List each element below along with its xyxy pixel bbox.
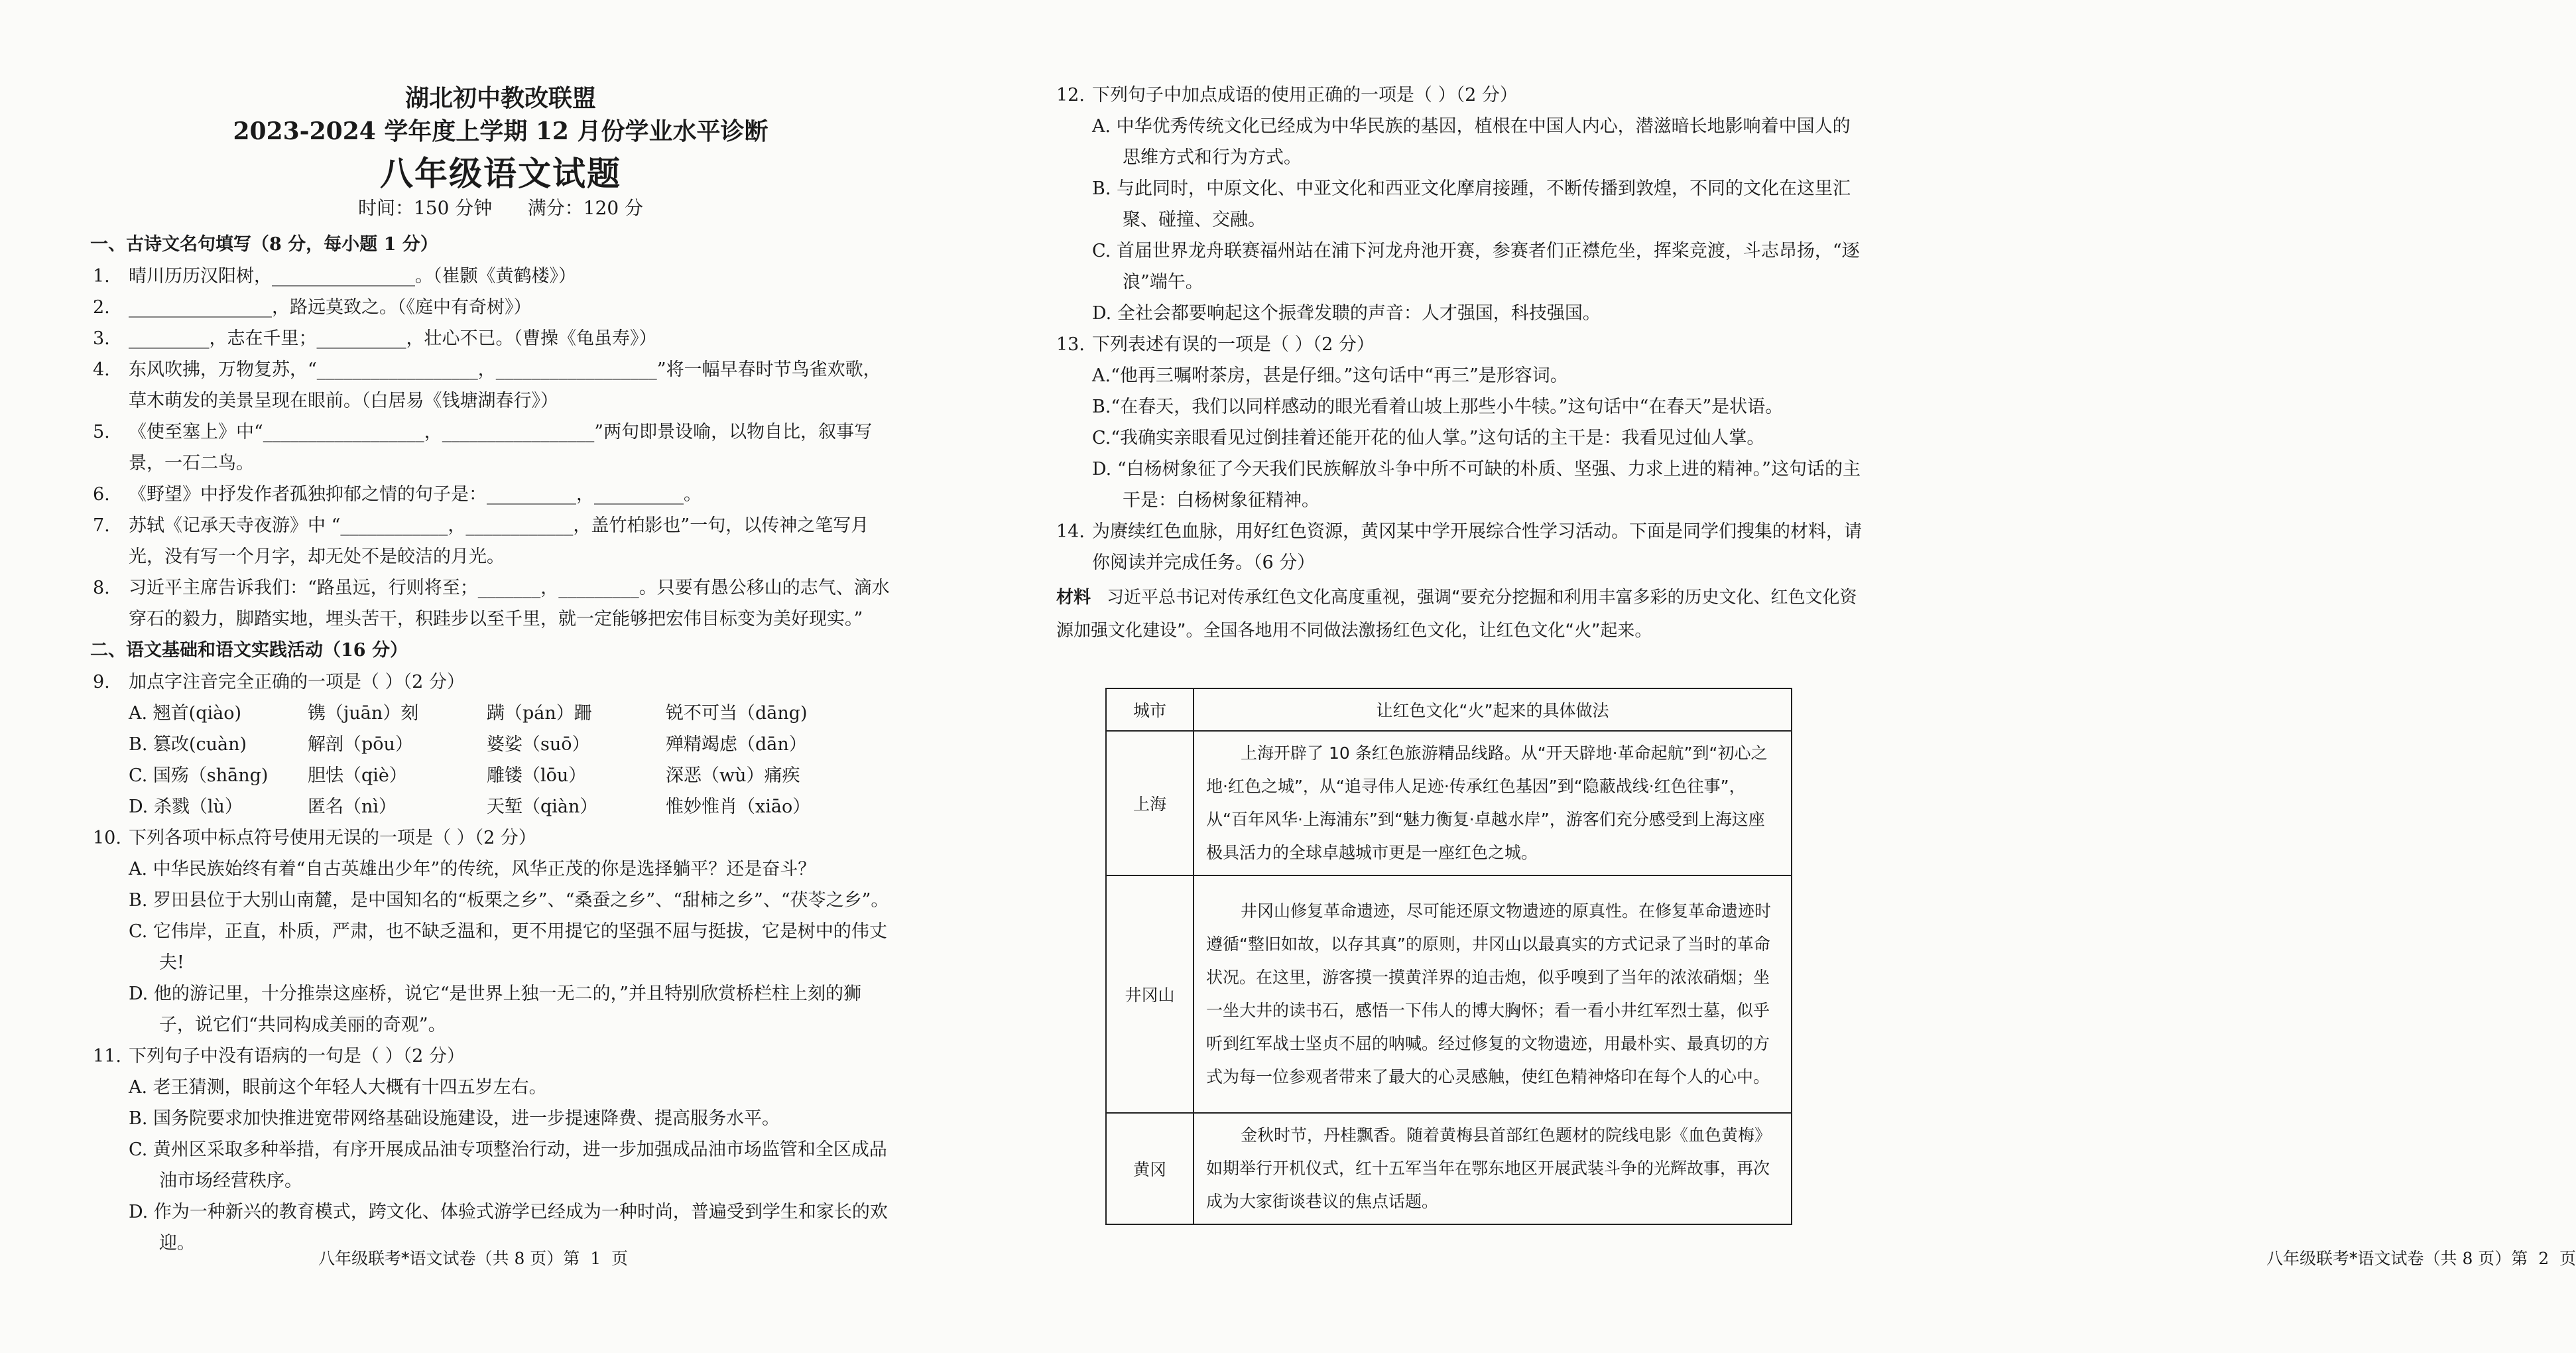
table-cell-text: 上海开辟了 10 条红色旅游精品线路。从“开天辟地·革命起航”到“初心之地·红色之城”，从“追寻伟人足迹·传承红色基因”到“隐蔽战线·红色往事”，从“百年风华·上海浦东”到“魅力衡复·卓越水岸”，游客们充分感受到上海这座极具活力的全球卓越城市更是一座红色之城。 — [1194, 731, 1792, 875]
question-11 — [93, 1041, 892, 1072]
question-number: 7. — [93, 515, 110, 536]
question-number: 10. — [93, 828, 121, 848]
option-text: D. 作为一种新兴的教育模式，跨文化、体验式游学已经成为一种时尚，普遍受到学生和家长的欢迎。 — [129, 1202, 888, 1254]
option-text: C. 黄州区采取多种举措，有序开展成品油专项整治行动，进一步加强成品油市场监管和全区成品油市场经营秩序。 — [129, 1139, 887, 1191]
material-text: 习近平总书记对传承红色文化高度重视，强调“要充分挖掘和利用丰富多彩的历史文化、红色文化资源加强文化建设”。全国各地用不同做法激扬红色文化，让红色文化“火”起来。 — [1056, 588, 1857, 641]
option-text: A. 中华民族始终有着“自古英雄出少年”的传统，风华正茂的你是选择躺平？还是奋斗？ — [129, 859, 816, 879]
exam-timing: 时间：150 分钟 满分：120 分 — [357, 197, 644, 219]
section-heading: 一、古诗文名句填写（8 分，每小题 1 分） — [90, 234, 438, 255]
option — [93, 916, 892, 978]
option-text: B.“在春天，我们以同样感动的眼光看着山坡上那些小牛犊。”这句话中“在春天”是状语。 — [1092, 397, 1784, 417]
table-cell-city: 井冈山 — [1106, 875, 1194, 1113]
option-text: C. 它伟岸，正直，朴质，严肃，也不缺乏温和，更不用提它的坚强不屈与挺拔，它是树中的伟丈夫! — [129, 921, 887, 973]
section-heading: 二、语文基础和语文实践活动（16 分） — [90, 640, 408, 661]
option-cell: 殚精竭虑（dān） — [666, 734, 807, 755]
option — [93, 885, 892, 916]
question — [93, 354, 892, 417]
option — [93, 978, 892, 1041]
question — [93, 572, 892, 635]
option-text: C. 首届世界龙舟联赛福州站在浦下河龙舟池开赛，参赛者们正襟危坐，挥桨竞渡，斗志昂扬，“逐浪”端午。 — [1092, 241, 1860, 292]
option-cell: 胆怯（qiè） — [308, 765, 407, 786]
question-number: 8. — [93, 578, 110, 598]
table-row — [1106, 731, 1792, 875]
option-row — [93, 729, 892, 760]
page-footer: 八年级联考*语文试卷（共 8 页）第 1 页 — [318, 1249, 628, 1268]
option-cell: 解剖（pōu） — [308, 734, 413, 755]
question-stem: 下列句子中加点成语的使用正确的一项是（ ）（2 分） — [1092, 85, 1518, 105]
question-number: 4. — [93, 359, 110, 380]
question-stem: 下列各项中标点符号使用无误的一项是（ ）（2 分） — [129, 828, 536, 848]
question-number: 2. — [93, 297, 110, 318]
option-cell: 锐不可当（dāng) — [666, 703, 808, 724]
option-cell: 雕镂（lōu） — [487, 765, 587, 786]
question-stem: 加点字注音完全正确的一项是（ ）（2 分） — [129, 672, 465, 692]
option-text: A. 老王猜测，眼前这个年轻人大概有十四五岁左右。 — [129, 1077, 547, 1098]
material-paragraph — [1056, 581, 1862, 647]
option — [1056, 360, 1862, 391]
table-cell-text: 金秋时节，丹桂飘香。随着黄梅县首部红色题材的院线电影《血色黄梅》如期举行开机仪式，红十五军当年在鄂东地区开展武装斗争的光辉故事，再次成为大家街谈巷议的焦点话题。 — [1194, 1113, 1792, 1224]
option-row — [93, 791, 892, 822]
page-footer: 八年级联考*语文试卷（共 8 页）第 2 页 — [2266, 1249, 2576, 1268]
option — [1056, 173, 1862, 235]
option-cell: 匿名（nì） — [308, 797, 397, 817]
option-cell: A. 翘首(qiào) — [129, 703, 242, 724]
option-text: B. 国务院要求加快推进宽带网络基础设施建设，进一步提速降费、提高服务水平。 — [129, 1108, 780, 1129]
question-13 — [1056, 329, 1862, 360]
exam-title: 八年级语文试题 — [380, 154, 621, 193]
question-number: 9. — [93, 672, 110, 692]
option-cell: 蹒（pán）跚 — [487, 703, 592, 724]
table-cell-text: 井冈山修复革命遗迹，尽可能还原文物遗迹的原真性。在修复革命遗迹时遵循“整旧如故，以存其真”的原则，井冈山以最真实的方式记录了当时的革命状况。在这里，游客摸一摸黄洋界的迫击炮，似乎嗅到了当年的浓浓硝烟；坐一坐大井的读书石，感悟一下伟人的博大胸怀；看一看小井红军烈士墓，似乎听到红军战士坚贞不屈的呐喊。经过修复的文物遗迹，用最朴实、最真切的方式为每一位参观者带来了最大的心灵感触，使红色精神烙印在每个人的心中。 — [1194, 875, 1792, 1113]
option — [93, 854, 892, 885]
question-number: 14. — [1056, 521, 1085, 542]
question-number: 13. — [1056, 334, 1085, 355]
question-number: 11. — [93, 1046, 121, 1066]
option-cell: 镌（juān）刻 — [308, 703, 419, 724]
option — [93, 1103, 892, 1134]
option-cell: C. 国殇（shāng) — [129, 765, 269, 786]
option — [1056, 391, 1862, 422]
material-label: 材料 — [1056, 588, 1091, 608]
option-cell: 天堑（qiàn） — [487, 797, 598, 817]
option — [1056, 235, 1862, 298]
page-2-content — [1056, 80, 1862, 647]
question-number: 3. — [93, 328, 110, 349]
option-text: D. 全社会都要响起这个振聋发聩的声音：人才强国，科技强国。 — [1092, 303, 1601, 324]
option — [1056, 422, 1862, 454]
question-text: 东风吹拂，万物复苏，“__________________，__________________”将一幅早春时节鸟雀欢歌，草木萌发的美景呈现在眼前。（白居易《钱塘湖春行》） — [129, 359, 881, 411]
table-row — [1106, 875, 1792, 1113]
option — [93, 1134, 892, 1196]
option-text: D. “白杨树象征了今天我们民族解放斗争中所不可缺的朴质、坚强、力求上进的精神。”这句话的主干是：白杨树象征精神。 — [1092, 459, 1861, 511]
question-12 — [1056, 80, 1862, 111]
exam-term: 2023-2024 学年度上学期 12 月份学业水平诊断 — [233, 117, 768, 145]
option-text: B. 与此同时，中原文化、中亚文化和西亚文化摩肩接踵，不断传播到敦煌，不同的文化在这里汇聚、碰撞、交融。 — [1092, 178, 1851, 230]
option-cell: D. 杀戮（lù） — [129, 797, 243, 817]
table-cell-city: 上海 — [1106, 731, 1194, 875]
question-14 — [1056, 516, 1862, 578]
question-9 — [93, 667, 892, 698]
question-number: 12. — [1056, 85, 1085, 105]
option — [1056, 454, 1862, 516]
question-stem: 为赓续红色血脉，用好红色资源，黄冈某中学开展综合性学习活动。下面是同学们搜集的材料，请你阅读并完成任务。（6 分） — [1092, 521, 1862, 573]
option-text: A. 中华优秀传统文化已经成为中华民族的基因，植根在中国人内心，潜滋暗长地影响着中国人的思维方式和行为方式。 — [1092, 116, 1851, 168]
exam-organization: 湖北初中教改联盟 — [404, 84, 596, 112]
option-row — [93, 698, 892, 729]
option — [93, 1072, 892, 1103]
option-cell: B. 篡改(cuàn) — [129, 734, 247, 755]
option-cell: 婆娑（suō） — [487, 734, 590, 755]
red-culture-table — [1105, 688, 1792, 1225]
table-cell-city: 黄冈 — [1106, 1113, 1194, 1224]
question — [93, 323, 892, 354]
page-1-content — [90, 229, 892, 1259]
option-cell: 深恶（wù）痛疾 — [666, 765, 800, 786]
table-header-row — [1106, 688, 1792, 731]
question-stem: 下列句子中没有语病的一句是（ ）（2 分） — [129, 1046, 465, 1066]
option-cell: 惟妙惟肖（xiāo） — [666, 797, 811, 817]
question-text: 晴川历历汉阳树，________________。（崔颢《黄鹤楼》） — [129, 266, 576, 287]
question — [93, 510, 892, 572]
question-number: 1. — [93, 266, 110, 287]
table-header-practice: 让红色文化“火”起来的具体做法 — [1194, 688, 1792, 731]
question-text: 习近平主席告诉我们：“路虽远，行则将至；_______，_________。只要有愚公移山的志气、滴水穿石的毅力，脚踏实地，埋头苦干，积跬步以至千里，就一定能够把宏伟目标变为美好现实。” — [129, 578, 890, 629]
question — [93, 417, 892, 479]
option-text: A.“他再三嘱咐茶房，甚是仔细。”这句话中“再三”是形容词。 — [1092, 365, 1568, 386]
question-text: _________，志在千里；__________，壮心不已。（曹操《龟虽寿》） — [129, 328, 657, 349]
question — [93, 261, 892, 292]
question-stem: 下列表述有误的一项是（ ）（2 分） — [1092, 334, 1375, 355]
option-text: B. 罗田县位于大别山南麓，是中国知名的“板栗之乡”、“桑蚕之乡”、“甜柿之乡”、“茯苓之乡”。 — [129, 890, 889, 911]
option-text: C.“我确实亲眼看见过倒挂着还能开花的仙人掌。”这句话的主干是：我看见过仙人掌。 — [1092, 428, 1765, 448]
question — [93, 292, 892, 323]
question-text: 苏轼《记承天寺夜游》中 “____________，____________，盖竹柏影也”一句，以传神之笔写月光，没有写一个月字，却无处不是皎洁的月光。 — [129, 515, 869, 567]
option-row — [93, 760, 892, 791]
table-header-city: 城市 — [1106, 688, 1194, 731]
table-row — [1106, 1113, 1792, 1224]
page-1 — [0, 0, 977, 1353]
option-text: D. 他的游记里，十分推崇这座桥，说它“是世界上独一无二的，”并且特别欣赏桥栏柱上刻的狮子，说它们“共同构成美丽的奇观”。 — [129, 984, 861, 1035]
question-number: 6. — [93, 484, 110, 505]
option — [1056, 298, 1862, 329]
question-text: ________________，路远莫致之。（《庭中有奇树》） — [129, 297, 532, 318]
question-text: 《使至塞上》中“__________________，_________________”两句即景设喻，以物自比，叙事写景，一石二鸟。 — [129, 422, 873, 474]
question — [93, 479, 892, 510]
question-number: 5. — [93, 422, 110, 442]
question-10 — [93, 822, 892, 854]
option — [1056, 111, 1862, 173]
question-text: 《野望》中抒发作者孤独抑郁之情的句子是：__________，__________。 — [129, 484, 702, 505]
